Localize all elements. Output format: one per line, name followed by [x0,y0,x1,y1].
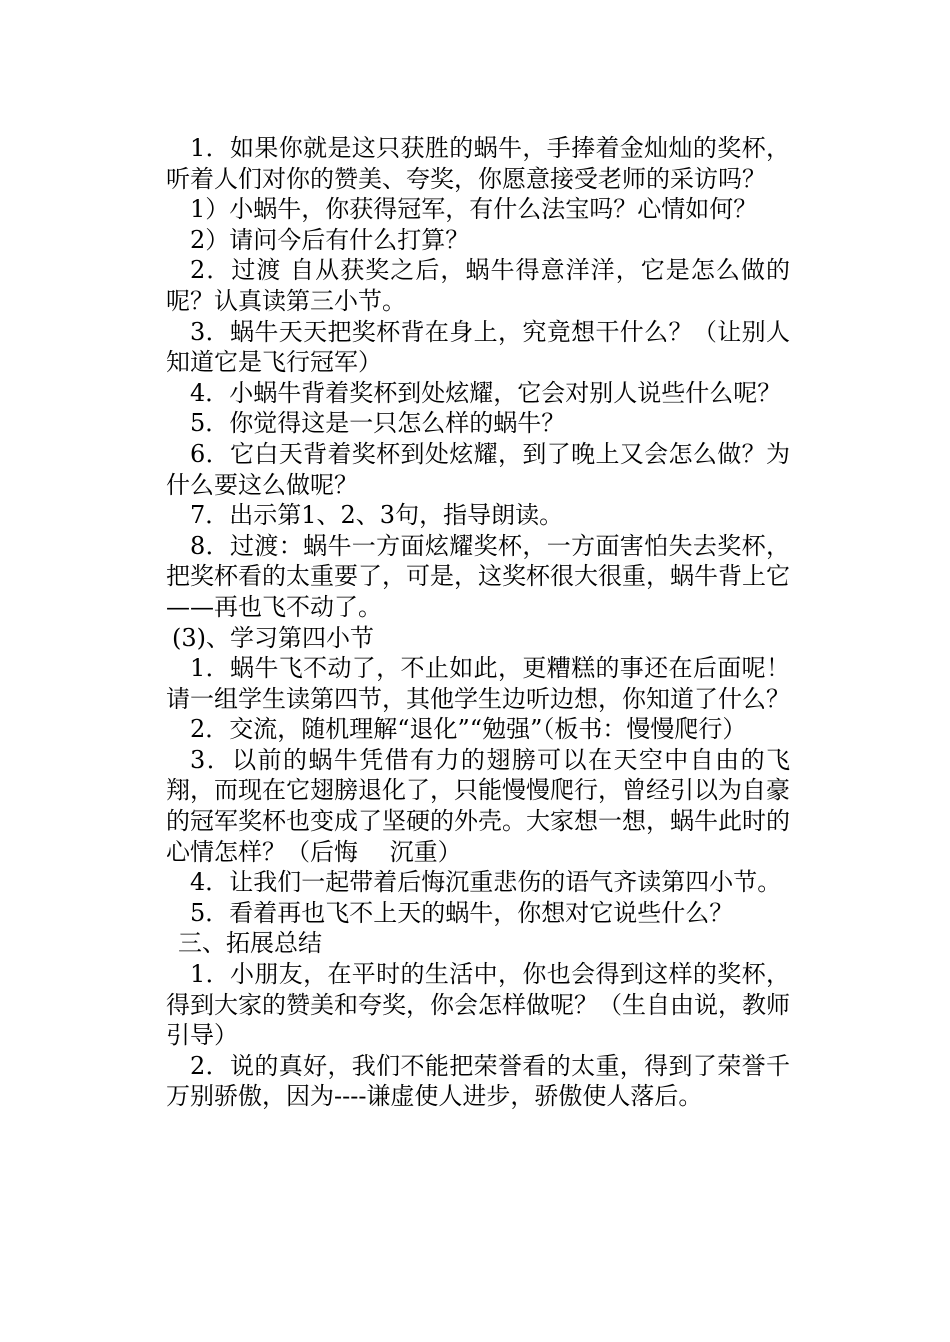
paragraph-p3: 2）请问今后有什么打算？ [190,225,470,254]
paragraph-p17: 三、拓展总结 [178,929,322,958]
paragraph-p5: 3．蜗牛天天把奖杯背在身上，究竟想干什么？（让别人知道它是飞行冠军） [166,317,790,377]
paragraph-p19: 2．说的真好，我们不能把荣誉看的太重，得到了荣誉千万别骄傲，因为----谦虚使人进步，骄傲使人落后。 [166,1051,790,1111]
paragraph-p9: 7．出示第1、2、3句，指导朗读。 [190,501,564,530]
paragraph-p4: 2．过渡 自从获奖之后，蜗牛得意洋洋，它是怎么做的呢？认真读第三小节。 [166,256,790,315]
paragraph-p15: 4．让我们一起带着后悔沉重悲伤的语气齐读第四小节。 [190,868,782,897]
document-body [166,133,790,1112]
paragraph-p12: 1．蜗牛飞不动了，不止如此，更糟糕的事还在后面呢！请一组学生读第四节，其他学生边听边想，你知道了什么？ [166,654,790,713]
paragraph-p6: 4．小蜗牛背着奖杯到处炫耀，它会对别人说些什么呢？ [190,378,782,407]
paragraph-p16: 5．看着再也飞不上天的蜗牛，你想对它说些什么？ [190,898,734,927]
paragraph-p18: 1．小朋友，在平时的生活中，你也会得到这样的奖杯，得到大家的赞美和夸奖，你会怎样做呢？（生自由说，教师引导） [166,960,790,1050]
paragraph-p2: 1）小蜗牛，你获得冠军，有什么法宝吗？心情如何？ [190,195,758,224]
paragraph-p11: (3)、学习第四小节 [172,623,374,652]
paragraph-p8: 6．它白天背着奖杯到处炫耀，到了晚上又会怎么做？为什么要这么做呢？ [166,439,790,499]
paragraph-p14: 3．以前的蜗牛凭借有力的翅膀可以在天空中自由的飞翔，而现在它翅膀退化了，只能慢慢爬行，曾经引以为自豪的冠军奖杯也变成了坚硬的外壳。大家想一想，蜗牛此时的心情怎样？（后悔 沉重） [166,745,790,866]
paragraph-p7: 5．你觉得这是一只怎么样的蜗牛？ [190,409,566,438]
paragraph-p10: 8．过渡：蜗牛一方面炫耀奖杯，一方面害怕失去奖杯，把奖杯看的太重要了，可是，这奖杯很大很重，蜗牛背上它——再也飞不动了。 [166,531,790,621]
paragraph-p13: 2．交流，随机理解“退化”“勉强”（板书：慢慢爬行） [190,715,747,744]
paragraph-p1: 1．如果你就是这只获胜的蜗牛，手捧着金灿灿的奖杯，听着人们对你的赞美、夸奖，你愿意接受老师的采访吗？ [166,134,790,193]
